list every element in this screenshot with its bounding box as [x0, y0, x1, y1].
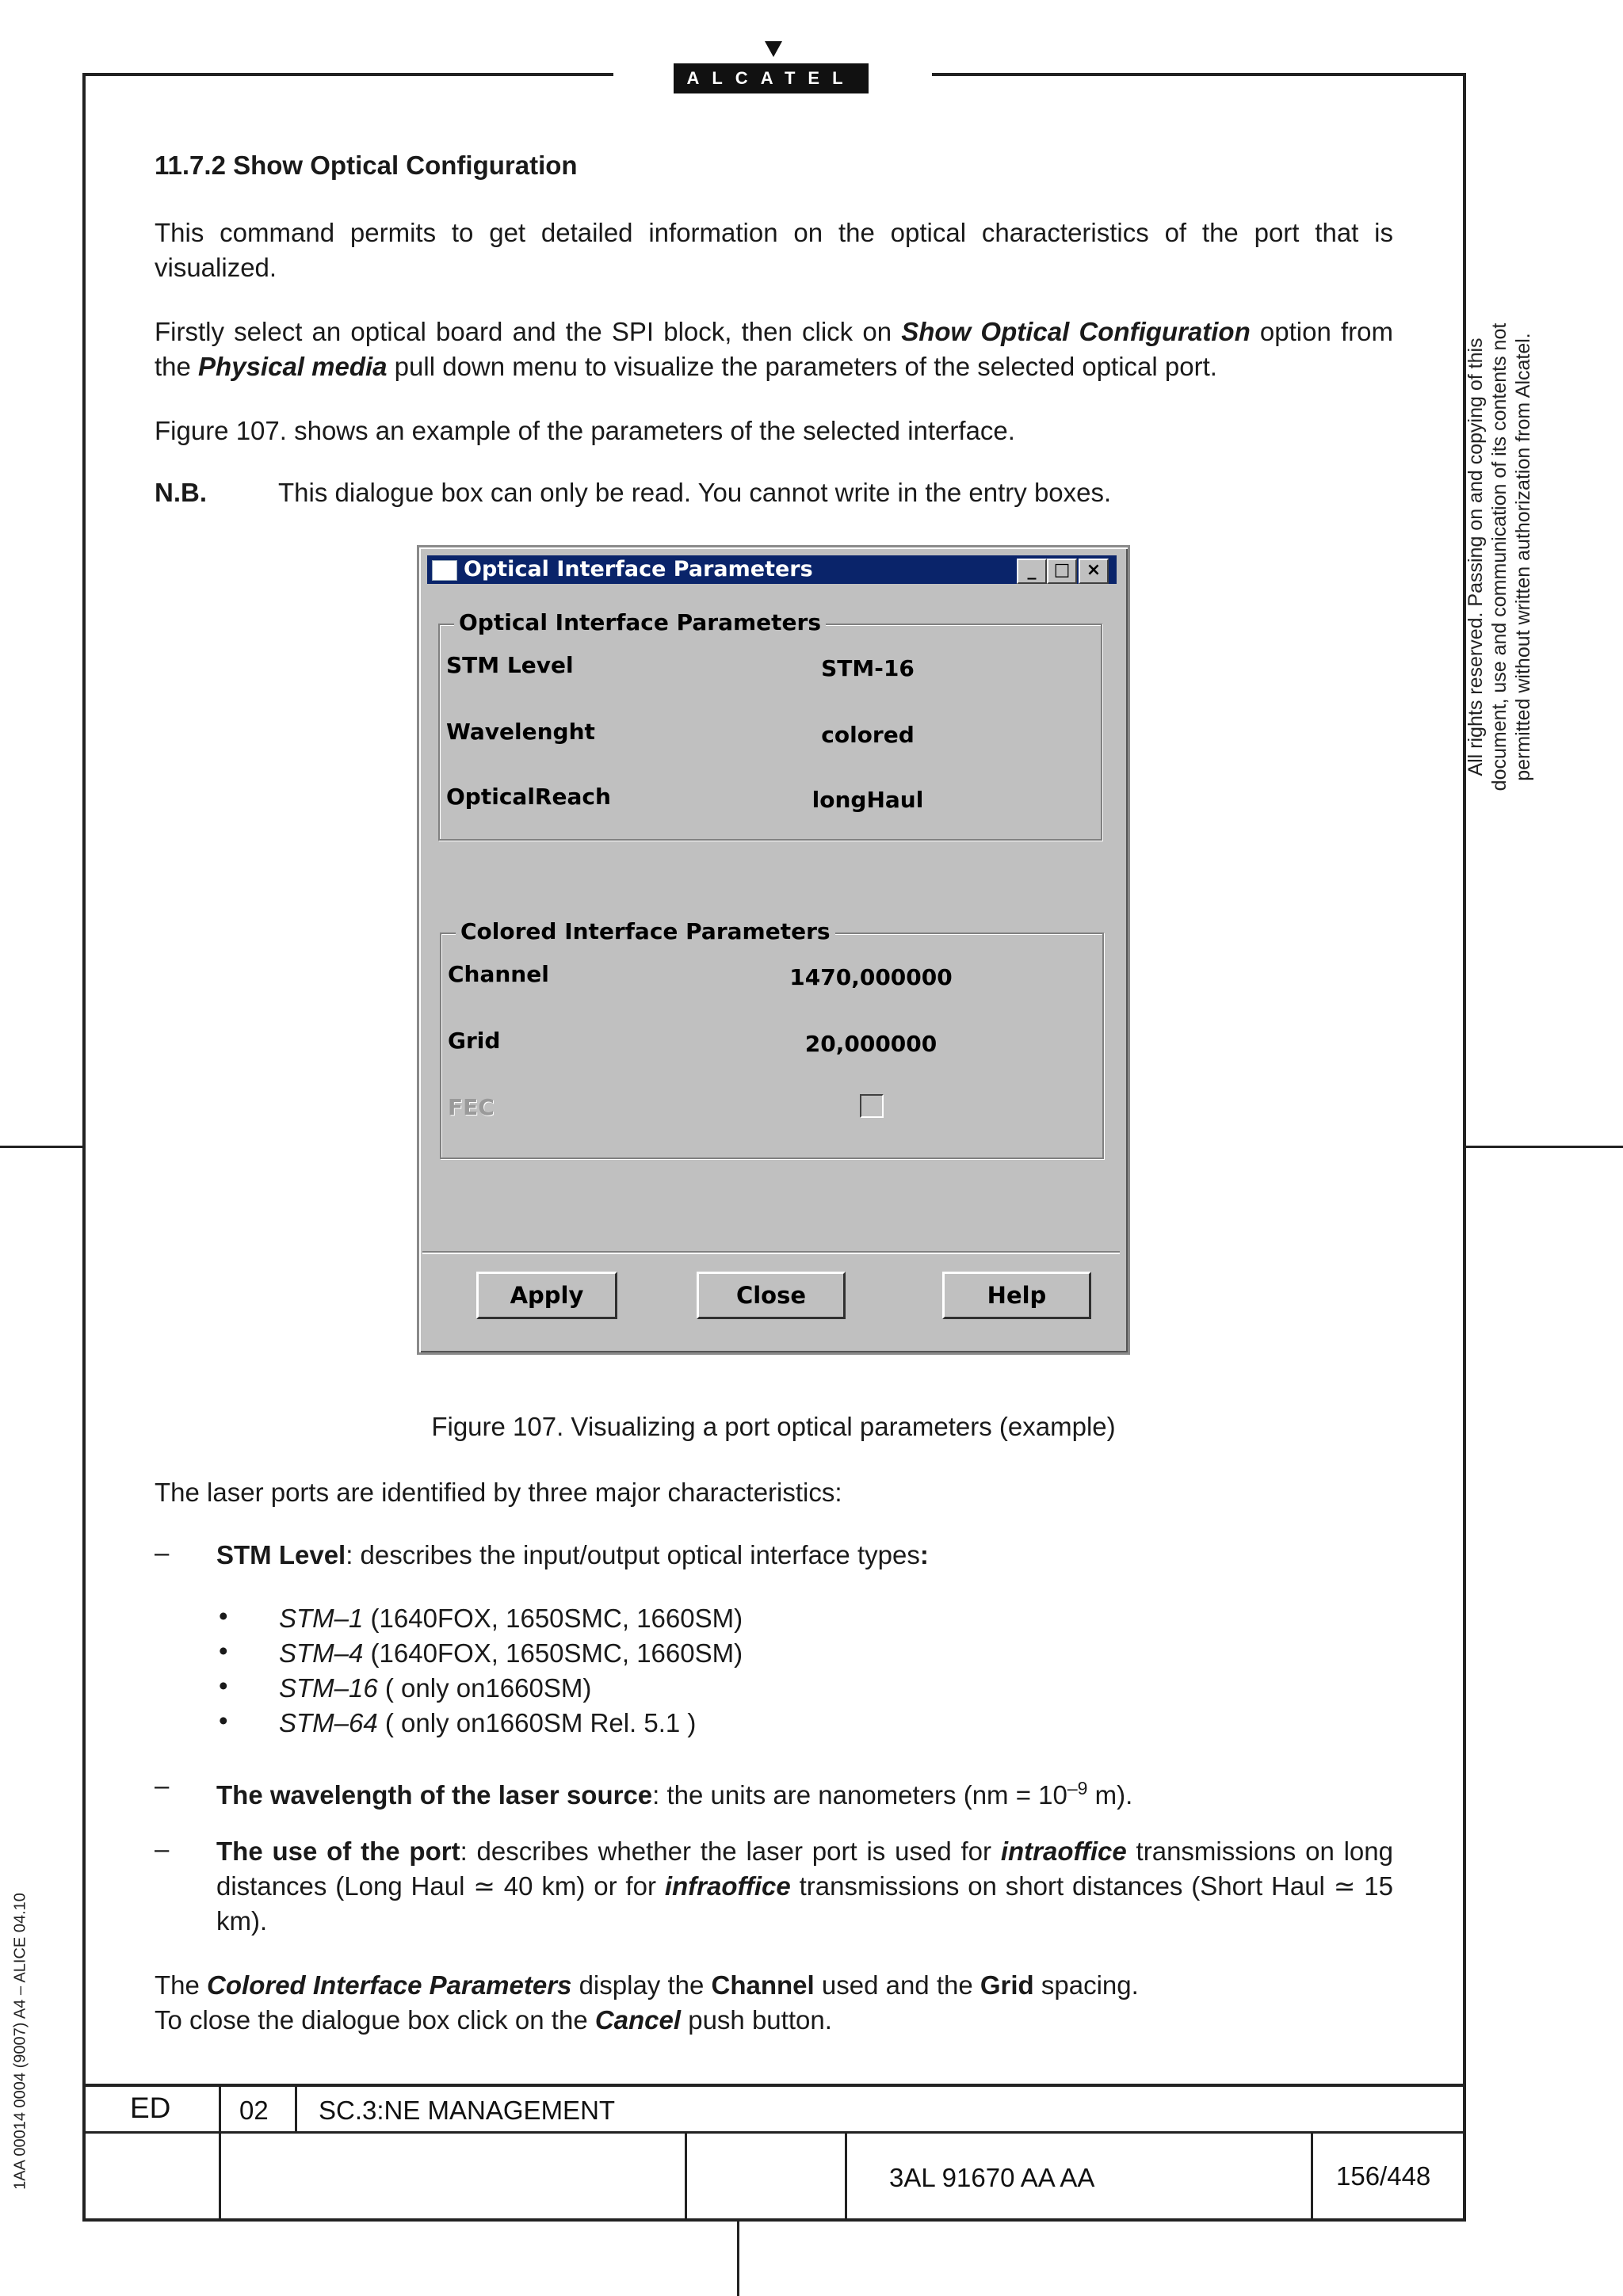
group-title-colored: Colored Interface Parameters — [456, 918, 835, 944]
figure-caption: Figure 107. Visualizing a port optical parameters (example) — [431, 1412, 1116, 1441]
apply-button[interactable]: Apply — [476, 1272, 617, 1319]
fec-label: FEC — [448, 1094, 495, 1120]
frame-top-left — [84, 73, 613, 76]
paragraph-instructions: Firstly select an optical board and the SPI block, then click on Show Optical Configuration option from the Physical media pull down menu to visualize the parameters of the selected optical port. — [155, 317, 1393, 381]
footer-col-divider — [295, 2085, 297, 2133]
optical-reach-label: OpticalReach — [446, 784, 611, 810]
item-stm-level: STM Level: describes the input/output optical interface types: — [216, 1540, 929, 1569]
wavelength-value: colored — [821, 722, 915, 748]
stm-level-label: STM Level — [446, 652, 574, 678]
stm-item: STM–4 (1640FOX, 1650SMC, 1660SM) — [279, 1638, 743, 1668]
footer-ed-value: 02 — [239, 2096, 269, 2125]
minimize-button[interactable]: _ — [1017, 559, 1047, 584]
item-port-use: The use of the port: describes whether the laser port is used for intraoffice transmissions on long distances (Long Haul ≃ 40 km) or for infraoffice transmissions on short distances (Short Haul ≃ 15 km). — [216, 1836, 1393, 1936]
dash-item-2: – — [155, 1771, 170, 1800]
optical-reach-value: longHaul — [812, 787, 924, 813]
bullet-stm64: • — [219, 1706, 228, 1735]
optical-parameters-group — [438, 609, 1102, 841]
button-separator — [422, 1251, 1120, 1254]
footer-mid-rule — [82, 2131, 1466, 2134]
paragraph-intro: This command permits to get detailed information on the optical characteristics of the port that is visualized. — [155, 218, 1393, 282]
close-window-button[interactable]: × — [1079, 559, 1109, 584]
dialog-title: Optical Interface Parameters — [464, 557, 813, 582]
alcatel-logo: ALCATEL — [674, 63, 869, 93]
footer-top-rule — [82, 2084, 1466, 2087]
dash-item-3: – — [155, 1834, 170, 1863]
closing-line-2: To close the dialogue box click on the Cancel push button. — [155, 2005, 832, 2035]
fold-mark-right — [1465, 1146, 1623, 1148]
item-wavelength: The wavelength of the laser source: the units are nanometers ($nm = 10^{-9}$ m). — [216, 1778, 1133, 1810]
stm-item: STM–64 ( only on1660SM Rel. 5.1 ) — [279, 1708, 697, 1737]
channel-value: 1470,000000 — [789, 964, 953, 990]
window-app-icon — [432, 560, 457, 581]
colored-parameters-group — [440, 918, 1104, 1159]
section-heading: 11.7.2 Show Optical Configuration — [155, 151, 578, 180]
frame-top-right — [932, 73, 1466, 76]
stm-item: STM–16 ( only on1660SM) — [279, 1673, 592, 1703]
grid-label: Grid — [448, 1028, 501, 1054]
help-button[interactable]: Help — [942, 1272, 1091, 1319]
footer-col-divider — [1311, 2133, 1313, 2220]
bullet-stm4: • — [219, 1636, 228, 1665]
stm-level-value: STM-16 — [821, 655, 915, 681]
dialog-titlebar[interactable] — [427, 555, 1117, 584]
fec-checkbox[interactable] — [860, 1094, 884, 1118]
maximize-button[interactable]: □ — [1047, 559, 1077, 584]
paragraph-figure-ref: Figure 107. shows an example of the parameters of the selected interface. — [155, 416, 1015, 445]
frame-bottom — [82, 2218, 1466, 2222]
footer-doc-code: 3AL 91670 AA AA — [889, 2163, 1095, 2192]
document-code-vertical: 1AA 00014 0004 (9007) A4 – ALICE 04.10 — [11, 1893, 29, 2190]
copyright-side-note: All rights reserved. Passing on and copying of this document, use and communication of its contents not permitted without written authorization from Alcatel. — [1465, 322, 1534, 791]
nb-label: N.B. — [155, 478, 207, 507]
stm-item: STM–1 (1640FOX, 1650SMC, 1660SM) — [279, 1604, 743, 1633]
wavelength-label: Wavelenght — [446, 719, 595, 745]
channel-label: Channel — [448, 961, 549, 987]
grid-value: 20,000000 — [804, 1031, 938, 1057]
footer-page-number: 156/448 — [1336, 2161, 1431, 2191]
optical-interface-dialog — [417, 545, 1130, 1355]
group-title-optical: Optical Interface Parameters — [454, 609, 826, 635]
bullet-stm16: • — [219, 1671, 228, 1700]
footer-col-divider — [219, 2085, 221, 2220]
close-button[interactable]: Close — [697, 1272, 846, 1319]
fold-mark-bottom — [737, 2220, 739, 2296]
dash-item-1: – — [155, 1538, 170, 1567]
nb-text: This dialogue box can only be read. You cannot write in the entry boxes. — [278, 478, 1112, 507]
characteristics-intro: The laser ports are identified by three major characteristics: — [155, 1478, 842, 1507]
footer-section: SC.3:NE MANAGEMENT — [319, 2096, 616, 2125]
footer-ed-label: ED — [130, 2092, 171, 2124]
footer-col-divider — [685, 2133, 687, 2220]
bullet-stm1: • — [219, 1601, 228, 1630]
footer-col-divider — [845, 2133, 847, 2220]
fold-mark-left — [0, 1146, 84, 1148]
logo-triangle-icon — [765, 41, 782, 57]
closing-line-1: The Colored Interface Parameters display the Channel used and the Grid spacing. — [155, 1970, 1139, 2000]
